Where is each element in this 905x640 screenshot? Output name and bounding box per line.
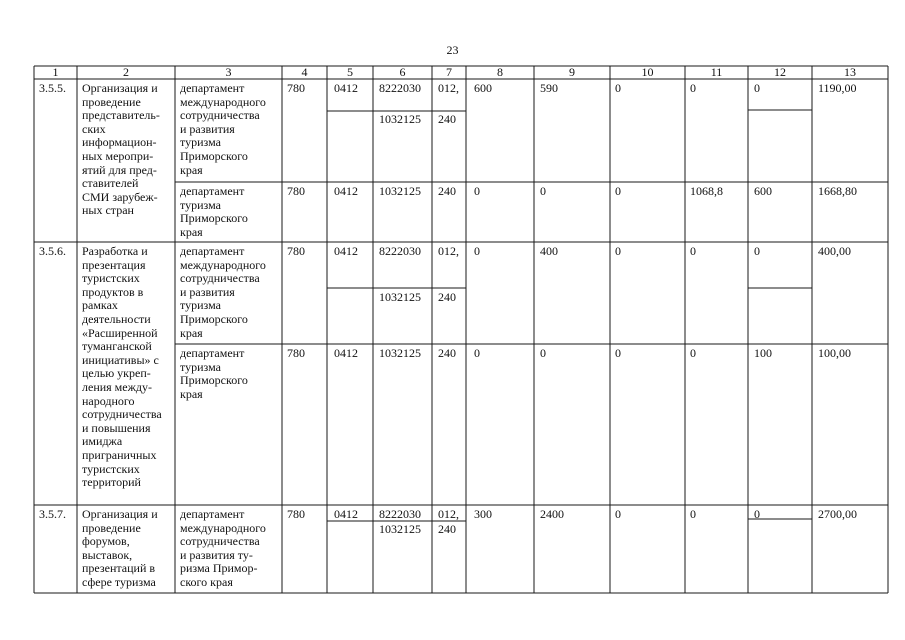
cell-col-9: 2400 [540, 507, 564, 521]
page-number: 23 [446, 43, 459, 57]
header-col-6: 6 [399, 65, 406, 79]
cell-col-6-second: 1032125 [379, 290, 421, 304]
header-col-5: 5 [347, 65, 353, 79]
cell-col-5: 0412 [334, 346, 358, 360]
cell-col-9: 0 [540, 346, 546, 360]
header-col-10: 10 [641, 65, 654, 79]
cell-col-13: 400,00 [818, 244, 851, 258]
cell-col-7: 240 [438, 346, 456, 360]
cell-col-12: 0 [754, 81, 760, 95]
header-col-2: 2 [123, 65, 129, 79]
department: департамент международного сотрудничества и развития ту- ризма Примор- ского края [180, 507, 266, 589]
cell-col-6-second: 1032125 [379, 522, 421, 536]
department: департамент туризма Приморского края [180, 346, 248, 401]
cell-col-5: 0412 [334, 507, 358, 521]
cell-col-11: 1068,8 [690, 184, 723, 198]
cell-col-11: 0 [690, 81, 696, 95]
cell-col-10: 0 [615, 81, 621, 95]
cell-col-12: 600 [754, 184, 772, 198]
cell-col-5: 0412 [334, 244, 358, 258]
cell-col-9: 0 [540, 184, 546, 198]
header-col-11: 11 [710, 65, 723, 79]
cell-col-8: 300 [474, 507, 492, 521]
cell-col-9: 590 [540, 81, 558, 95]
cell-col-4: 780 [287, 244, 305, 258]
cell-col-10: 0 [615, 184, 621, 198]
header-col-7: 7 [446, 65, 452, 79]
header-col-13: 13 [844, 65, 856, 79]
cell-col-8: 0 [474, 184, 480, 198]
cell-col-4: 780 [287, 81, 305, 95]
cell-col-4: 780 [287, 346, 305, 360]
header-col-1: 1 [52, 65, 59, 79]
cell-col-13: 1190,00 [818, 81, 857, 95]
cell-col-7: 240 [438, 184, 456, 198]
cell-col-10: 0 [615, 507, 621, 521]
cell-col-6: 1032125 [379, 184, 421, 198]
cell-col-8: 0 [474, 346, 480, 360]
cell-col-13: 2700,00 [818, 507, 857, 521]
cell-col-6: 8222030 [379, 244, 421, 258]
row-number: 3.5.7. [39, 507, 66, 521]
cell-col-6-second: 1032125 [379, 112, 421, 126]
cell-col-10: 0 [615, 244, 621, 258]
measure-name: Организация и проведение представитель- ских информацион- ных меропри- ятий для пред- ставителей СМИ зарубеж- ных стран [82, 81, 160, 218]
cell-col-5: 0412 [334, 184, 358, 198]
cell-col-7-second: 240 [438, 290, 456, 304]
cell-col-8: 600 [474, 81, 492, 95]
cell-col-13: 100,00 [818, 346, 851, 360]
header-col-8: 8 [497, 65, 503, 79]
row-number: 3.5.5. [39, 81, 66, 95]
header-col-4: 4 [301, 65, 308, 79]
row-number: 3.5.6. [39, 244, 66, 258]
header-col-9: 9 [569, 65, 575, 79]
cell-col-7-second: 240 [438, 112, 456, 126]
cell-col-10: 0 [615, 346, 621, 360]
header-col-3: 3 [225, 65, 232, 79]
cell-col-12: 100 [754, 346, 772, 360]
cell-col-7: 012, [438, 244, 459, 258]
header-col-12: 12 [774, 65, 786, 79]
measure-name: Организация и проведение форумов, выставок, презентаций в сфере туризма [82, 507, 158, 589]
cell-col-13: 1668,80 [818, 184, 857, 198]
cell-col-4: 780 [287, 507, 305, 521]
cell-col-6: 1032125 [379, 346, 421, 360]
cell-col-7-second: 240 [438, 522, 456, 536]
cell-col-12: 0 [754, 507, 760, 521]
cell-col-11: 0 [690, 507, 696, 521]
cell-col-8: 0 [474, 244, 480, 258]
cell-col-11: 0 [690, 346, 696, 360]
cell-col-5: 0412 [334, 81, 358, 95]
cell-col-6: 8222030 [379, 507, 421, 521]
cell-col-7: 012, [438, 507, 459, 521]
department: департамент международного сотрудничества и развития туризма Приморского края [180, 81, 266, 177]
cell-col-6: 8222030 [379, 81, 421, 95]
department: департамент международного сотрудничества и развития туризма Приморского края [180, 244, 266, 340]
cell-col-4: 780 [287, 184, 305, 198]
measure-name: Разработка и презентация туристских продуктов в рамках деятельности «Расширенной туманганской инициативы» с целью укреп- ления между- народного сотрудничества и повышения имиджа приграничных туристских территорий [82, 244, 162, 490]
cell-col-7: 012, [438, 81, 459, 95]
cell-col-9: 400 [540, 244, 558, 258]
department: департамент туризма Приморского края [180, 184, 248, 239]
cell-col-11: 0 [690, 244, 696, 258]
cell-col-12: 0 [754, 244, 760, 258]
